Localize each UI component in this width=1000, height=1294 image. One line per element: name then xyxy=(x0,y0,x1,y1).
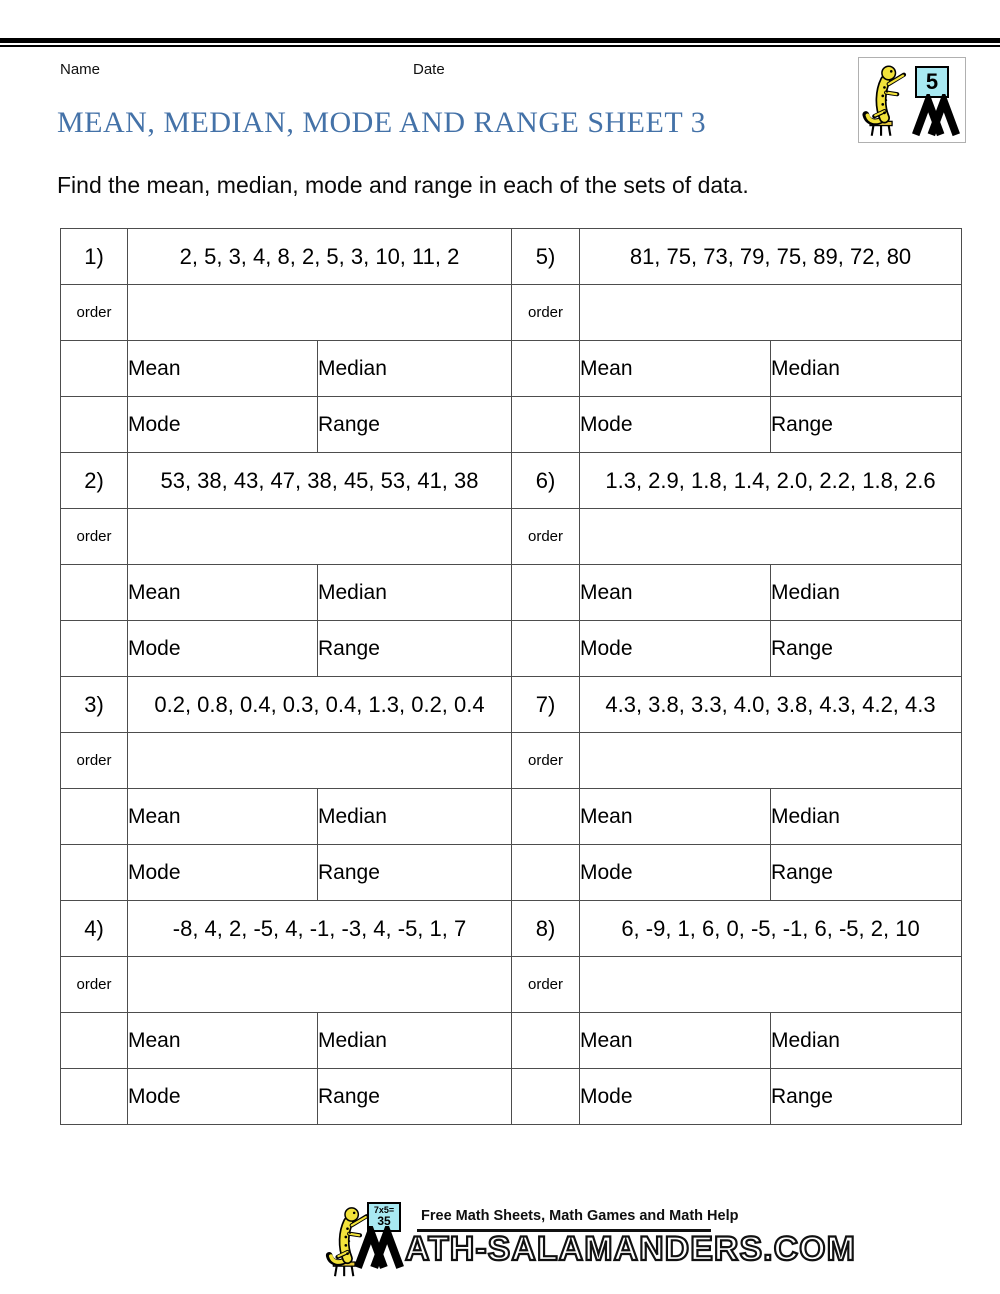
problem-number-cell: 4) xyxy=(61,901,128,957)
table-row xyxy=(61,1069,962,1125)
stat-label-cell: Mean xyxy=(128,1013,318,1069)
stat-label-cell: Mode xyxy=(128,1069,318,1125)
stat-label-cell: Mode xyxy=(128,845,318,901)
problem-number-cell: 1) xyxy=(61,229,128,285)
data-set-cell: 4.3, 3.8, 3.3, 4.0, 3.8, 4.3, 4.2, 4.3 xyxy=(580,677,962,733)
table-row xyxy=(61,565,962,621)
order-label-cell: order xyxy=(61,509,128,565)
problem-number-cell: 2) xyxy=(61,453,128,509)
sheet-number-badge xyxy=(858,57,966,143)
table-row xyxy=(61,621,962,677)
data-set-cell: 1.3, 2.9, 1.8, 1.4, 2.0, 2.2, 1.8, 2.6 xyxy=(580,453,962,509)
order-answer-cell xyxy=(580,285,962,341)
table-row xyxy=(61,229,962,285)
spacer-cell xyxy=(512,397,580,453)
spacer-cell xyxy=(61,341,128,397)
stat-label-cell: Mean xyxy=(128,565,318,621)
table-row xyxy=(61,733,962,789)
stat-label-cell: Mode xyxy=(128,397,318,453)
spacer-cell xyxy=(61,789,128,845)
spacer-cell xyxy=(512,845,580,901)
stat-label-cell: Range xyxy=(318,1069,512,1125)
order-answer-cell xyxy=(128,733,512,789)
name-label: Name xyxy=(60,61,101,78)
spacer-cell xyxy=(512,1013,580,1069)
table-row xyxy=(61,957,962,1013)
stat-label-cell: Range xyxy=(318,845,512,901)
stat-label-cell: Median xyxy=(318,1013,512,1069)
table-row xyxy=(61,677,962,733)
top-rule-thick xyxy=(0,38,1000,43)
order-answer-cell xyxy=(580,509,962,565)
spacer-cell xyxy=(512,341,580,397)
data-set-cell: 0.2, 0.8, 0.4, 0.3, 0.4, 1.3, 0.2, 0.4 xyxy=(128,677,512,733)
table-row xyxy=(61,453,962,509)
table-row xyxy=(61,285,962,341)
stat-label-cell: Median xyxy=(771,789,962,845)
problem-number-cell: 8) xyxy=(512,901,580,957)
spacer-cell xyxy=(61,1069,128,1125)
order-answer-cell xyxy=(128,509,512,565)
stat-label-cell: Mean xyxy=(580,341,771,397)
salamander-icon xyxy=(861,62,913,140)
stat-label-cell: Range xyxy=(771,845,962,901)
instruction-text: Find the mean, median, mode and range in each of the sets of data. xyxy=(57,172,749,198)
spacer-cell xyxy=(61,565,128,621)
data-set-cell: 2, 5, 3, 4, 8, 2, 5, 3, 10, 11, 2 xyxy=(128,229,512,285)
stat-label-cell: Mean xyxy=(128,789,318,845)
stat-label-cell: Range xyxy=(771,621,962,677)
stat-label-cell: Mean xyxy=(580,1013,771,1069)
stat-label-cell: Range xyxy=(771,397,962,453)
stat-label-cell: Mode xyxy=(580,845,771,901)
stat-label-cell: Median xyxy=(771,1013,962,1069)
stat-label-cell: Mode xyxy=(128,621,318,677)
spacer-cell xyxy=(512,1069,580,1125)
problem-number-cell: 5) xyxy=(512,229,580,285)
page-title: MEAN, MEDIAN, MODE AND RANGE SHEET 3 xyxy=(57,106,707,139)
order-label-cell: order xyxy=(512,733,580,789)
spacer-cell xyxy=(61,1013,128,1069)
spacer-cell xyxy=(61,845,128,901)
order-label-cell: order xyxy=(61,957,128,1013)
stat-label-cell: Mode xyxy=(580,621,771,677)
data-set-cell: 81, 75, 73, 79, 75, 89, 72, 80 xyxy=(580,229,962,285)
stat-label-cell: Range xyxy=(318,621,512,677)
stat-label-cell: Mean xyxy=(580,565,771,621)
problem-number-cell: 7) xyxy=(512,677,580,733)
stat-label-cell: Median xyxy=(318,341,512,397)
table-row xyxy=(61,509,962,565)
order-label-cell: order xyxy=(512,509,580,565)
stat-label-cell: Mean xyxy=(580,789,771,845)
order-label-cell: order xyxy=(61,285,128,341)
sign-equation: 7x5= xyxy=(373,1205,395,1215)
data-set-cell: -8, 4, 2, -5, 4, -1, -3, 4, -5, 1, 7 xyxy=(128,901,512,957)
data-set-cell: 53, 38, 43, 47, 38, 45, 53, 41, 38 xyxy=(128,453,512,509)
worksheet-table xyxy=(60,228,962,1125)
math-salamanders-footer xyxy=(325,1198,856,1290)
spacer-cell xyxy=(61,397,128,453)
sign-answer: 35 xyxy=(377,1214,391,1228)
spacer-cell xyxy=(512,621,580,677)
m-logo-icon xyxy=(353,1226,405,1270)
table-row xyxy=(61,845,962,901)
stat-label-cell: Range xyxy=(771,1069,962,1125)
stat-label-cell: Median xyxy=(318,789,512,845)
stat-label-cell: Median xyxy=(771,565,962,621)
stat-label-cell: Median xyxy=(771,341,962,397)
spacer-cell xyxy=(61,621,128,677)
table-row xyxy=(61,1013,962,1069)
stat-label-cell: Range xyxy=(318,397,512,453)
top-rule-thin xyxy=(0,45,1000,47)
table-row xyxy=(61,789,962,845)
order-label-cell: order xyxy=(512,957,580,1013)
order-answer-cell xyxy=(580,733,962,789)
m-logo-icon xyxy=(911,94,961,138)
stat-label-cell: Mean xyxy=(128,341,318,397)
spacer-cell xyxy=(512,565,580,621)
data-set-cell: 6, -9, 1, 6, 0, -5, -1, 6, -5, 2, 10 xyxy=(580,901,962,957)
order-label-cell: order xyxy=(61,733,128,789)
stat-label-cell: Mode xyxy=(580,397,771,453)
problem-number-cell: 3) xyxy=(61,677,128,733)
order-label-cell: order xyxy=(512,285,580,341)
problem-number-cell: 6) xyxy=(512,453,580,509)
stat-label-cell: Mode xyxy=(580,1069,771,1125)
stat-label-cell: Median xyxy=(318,565,512,621)
date-label: Date xyxy=(413,61,445,78)
spacer-cell xyxy=(512,789,580,845)
table-row xyxy=(61,901,962,957)
sheet-number: 5 xyxy=(925,69,939,94)
worksheet-table-wrap xyxy=(60,228,962,1125)
footer-tagline: Free Math Sheets, Math Games and Math Help xyxy=(421,1208,739,1224)
table-row xyxy=(61,341,962,397)
order-answer-cell xyxy=(128,957,512,1013)
site-wordmark: ATH-SALAMANDERS.COM xyxy=(405,1230,856,1268)
table-row xyxy=(61,397,962,453)
order-answer-cell xyxy=(128,285,512,341)
order-answer-cell xyxy=(580,957,962,1013)
